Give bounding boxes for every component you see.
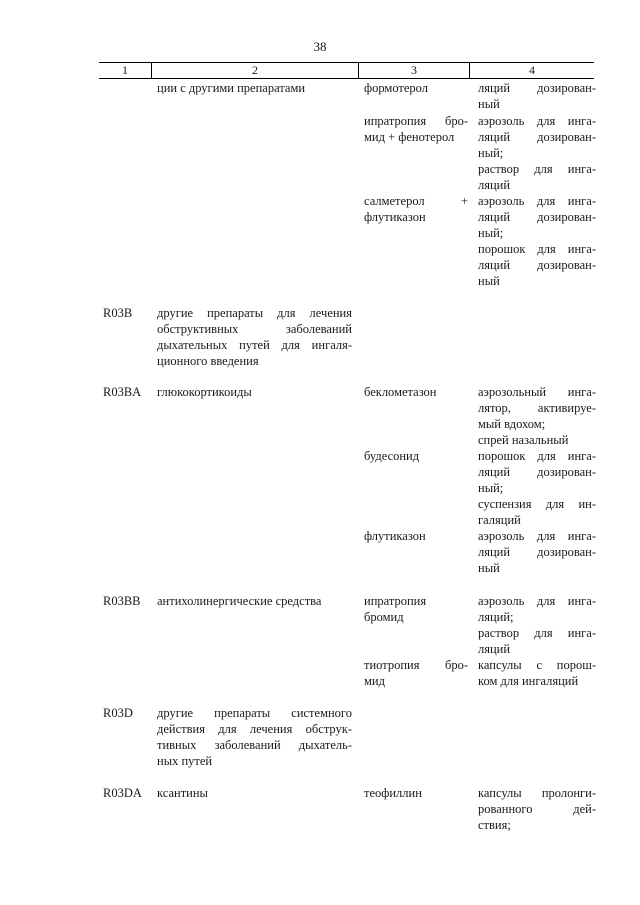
page-number: 38 (313, 39, 327, 54)
dosage-form-line: раствор для инга- (478, 626, 596, 640)
dosage-form-line: лятор, активируе- (478, 401, 596, 415)
dosage-form-line: ляций (478, 178, 511, 192)
group-name: другие препараты системного (157, 706, 352, 720)
dosage-form-line: порошок для инга- (478, 242, 596, 256)
group-name: ционного введения (157, 354, 259, 368)
dosage-form-line: раствор для инга- (478, 162, 596, 176)
dosage-form-line: ляций (478, 642, 511, 656)
dosage-form-line: аэрозоль для инга- (478, 594, 596, 608)
dosage-form-line: ком для ингаляций (478, 674, 579, 688)
dosage-form-line: галяций (478, 513, 521, 527)
group-name: глюкокортикоиды (157, 385, 252, 399)
dosage-form-line: ляций дозирован- (478, 258, 596, 272)
drug-name: будесонид (364, 449, 420, 463)
dosage-form-line: мый вдохом; (478, 417, 546, 431)
dosage-form-line: ляций дозирован- (478, 81, 596, 95)
atc-code: R03DA (103, 786, 142, 800)
group-name: дыхательных путей для ингаля- (157, 338, 352, 352)
dosage-form-line: ляций дозирован- (478, 130, 596, 144)
group-name: антихолинергические средства (157, 594, 322, 608)
dosage-form-line: ный (478, 274, 500, 288)
group-name: ксантины (157, 786, 208, 800)
drug-name: бромид (364, 610, 404, 624)
column-header-2: 2 (252, 63, 258, 77)
atc-code: R03BB (103, 594, 141, 608)
atc-code: R03BA (103, 385, 142, 399)
drug-name: мид (364, 674, 385, 688)
group-name: ции с другими препаратами (157, 81, 306, 95)
dosage-form-line: ный (478, 561, 500, 575)
drug-name: флутиказон (364, 529, 426, 543)
dosage-form-line: аэрозоль для инга- (478, 529, 596, 543)
dosage-form-line: ляций дозирован- (478, 210, 596, 224)
dosage-form-line: ляций; (478, 610, 514, 624)
dosage-form-line: ный (478, 97, 500, 111)
drug-name: ипратропия (364, 594, 427, 608)
dosage-form-line: порошок для инга- (478, 449, 596, 463)
group-name: тивных заболеваний дыхатель- (157, 738, 352, 752)
column-header-4: 4 (529, 63, 535, 77)
dosage-form-line: рованного дей- (478, 802, 596, 816)
drug-name: флутиказон (364, 210, 426, 224)
dosage-form-line: аэрозоль для инга- (478, 114, 596, 128)
group-name: обструктивных заболеваний (157, 322, 352, 336)
drug-name: салметерол + (364, 194, 468, 208)
group-name: действия для лечения обструк- (157, 722, 352, 736)
dosage-form-line: аэрозольный инга- (478, 385, 596, 399)
drug-name: формотерол (364, 81, 428, 95)
dosage-form-line: ляций дозирован- (478, 465, 596, 479)
dosage-form-line: капсулы с порош- (478, 658, 596, 672)
drug-name: беклометазон (364, 385, 437, 399)
dosage-form-line: капсулы пролонги- (478, 786, 596, 800)
dosage-form-line: ный; (478, 481, 504, 495)
dosage-form-line: спрей назальный (478, 433, 569, 447)
dosage-form-line: суспензия для ин- (478, 497, 596, 511)
drug-name: тиотропия бро- (364, 658, 468, 672)
drug-name: ипратропия бро- (364, 114, 468, 128)
dosage-form-line: ный; (478, 226, 504, 240)
drug-name: мид + фенотерол (364, 130, 455, 144)
drug-name: теофиллин (364, 786, 422, 800)
dosage-form-line: аэрозоль для инга- (478, 194, 596, 208)
atc-code: R03B (103, 306, 133, 320)
atc-code: R03D (103, 706, 133, 720)
dosage-form-line: ный; (478, 146, 504, 160)
column-header-1: 1 (122, 63, 128, 77)
group-name: другие препараты для лечения (157, 306, 352, 320)
dosage-form-line: ляций дозирован- (478, 545, 596, 559)
table-header-row (99, 62, 594, 79)
group-name: ных путей (157, 754, 213, 768)
column-header-3: 3 (411, 63, 417, 77)
dosage-form-line: ствия; (478, 818, 511, 832)
